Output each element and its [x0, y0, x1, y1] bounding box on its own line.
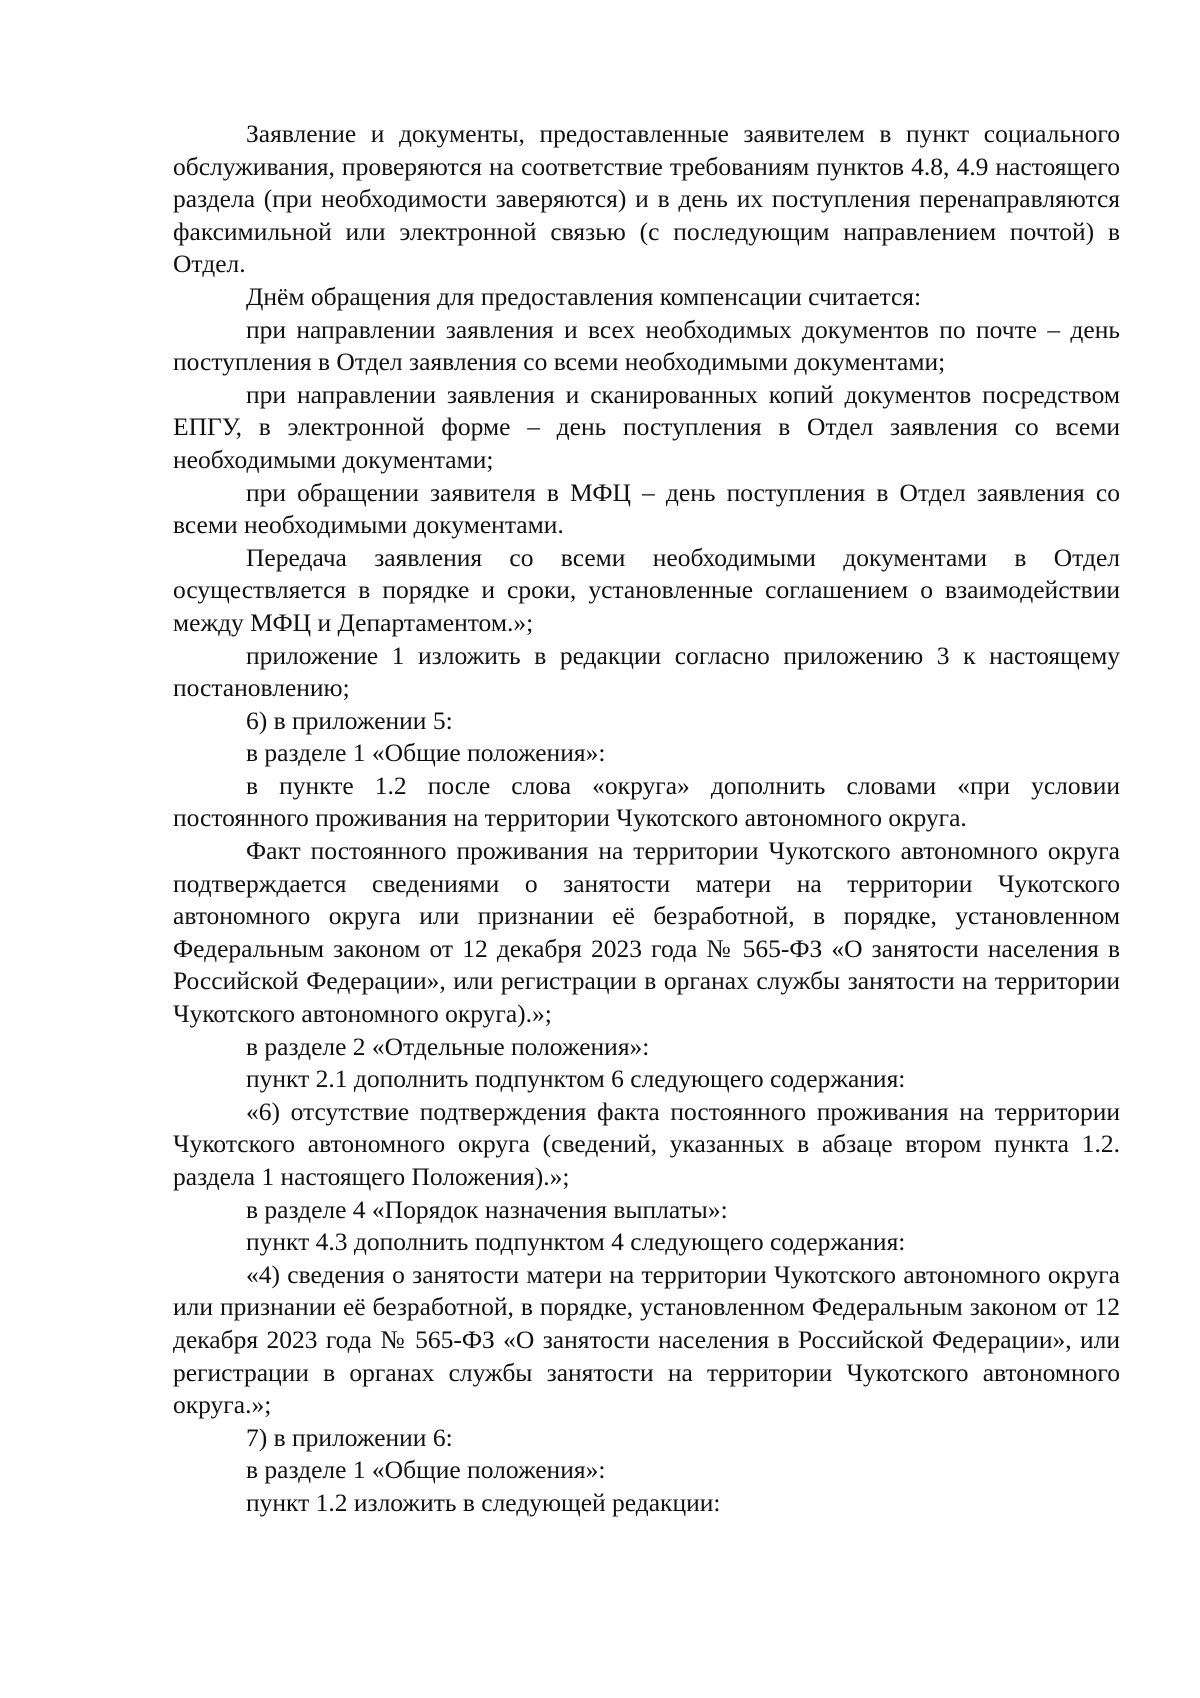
paragraph: пункт 4.3 дополнить подпунктом 4 следующего содержания: [246, 1227, 906, 1257]
paragraph: в разделе 2 «Отдельные положения»: [246, 1031, 650, 1061]
paragraph: при направлении заявления и всех необходимых документов по почте – день поступления в Отдел заявления со всеми необходимыми документами; [173, 314, 1120, 377]
paragraph: в пункте 1.2 после слова «округа» дополнить словами «при условии постоянного проживания на территории Чукотского автономного округа. [173, 770, 1120, 833]
paragraph: при обращении заявителя в МФЦ – день поступления в Отдел заявления со всеми необходимыми документами. [173, 477, 1120, 540]
paragraph: в разделе 4 «Порядок назначения выплаты»: [246, 1194, 728, 1224]
paragraph: 7) в приложении 6: [246, 1422, 453, 1452]
paragraph: «4) сведения о занятости матери на территории Чукотского автономного округа или признании её безработной, в порядке, установленном Федеральным законом от 12 декабря 2023 года № 565-ФЗ «О занятости населения в Российской Федерации», или регистрации в органах службы занятости на территории Чукотского автономного округа.»; [173, 1259, 1120, 1420]
paragraph: Заявление и документы, предоставленные заявителем в пункт социального обслуживания, проверяются на соответствие требованиям пунктов 4.8, 4.9 настоящего раздела (при необходимости заверяются) и в день их поступления перенаправляются факсимильной или электронной связью (с последующим направлением почтой) в Отдел. [173, 119, 1120, 279]
paragraph: Днём обращения для предоставления компенсации считается: [246, 281, 922, 311]
paragraph: «6) отсутствие подтверждения факта постоянного проживания на территории Чукотского автономного округа (сведений, указанных в абзаце втором пункта 1.2. раздела 1 настоящего Положения).»; [173, 1096, 1120, 1191]
paragraph: пункт 1.2 изложить в следующей редакции: [246, 1487, 721, 1517]
paragraph: приложение 1 изложить в редакции согласно приложению 3 к настоящему постановлению; [173, 640, 1120, 703]
paragraph: Факт постоянного проживания на территории Чукотского автономного округа подтверждается сведениями о занятости матери на территории Чукотского автономного округа или признании её безработной, в порядке, установленном Федеральным законом от 12 декабря 2023 года № 565-ФЗ «О занятости населения в Российской Федерации», или регистрации в органах службы занятости на территории Чукотского автономного округа).»; [173, 836, 1120, 1029]
paragraph: Передача заявления со всеми необходимыми документами в Отдел осуществляется в порядке и сроки, установленные соглашением о взаимодействии между МФЦ и Департаментом.»; [173, 542, 1120, 637]
paragraph: в разделе 1 «Общие положения»: [246, 1455, 606, 1485]
paragraph: при направлении заявления и сканированных копий документов посредством ЕПГУ, в электронной форме – день поступления в Отдел заявления со всеми необходимыми документами; [173, 379, 1120, 474]
paragraph: пункт 2.1 дополнить подпунктом 6 следующего содержания: [246, 1064, 906, 1094]
paragraph: в разделе 1 «Общие положения»: [246, 738, 606, 768]
document-body [173, 118, 1120, 1520]
paragraph: 6) в приложении 5: [246, 705, 453, 735]
